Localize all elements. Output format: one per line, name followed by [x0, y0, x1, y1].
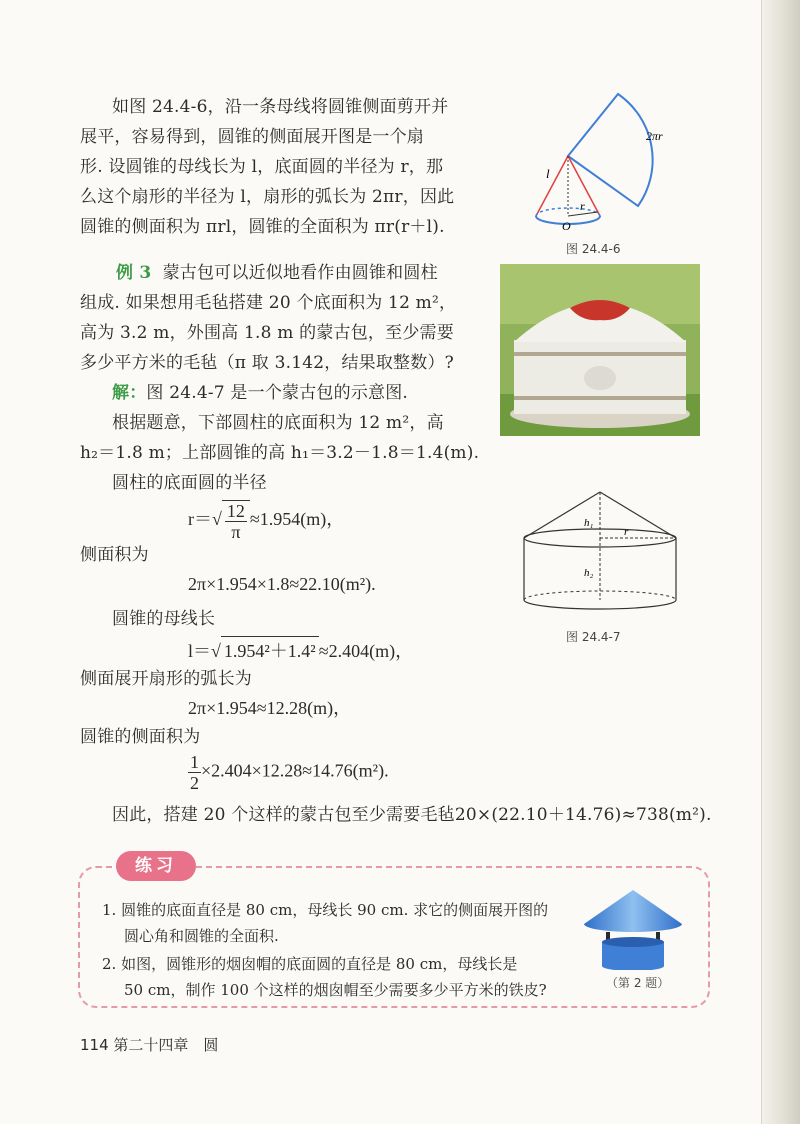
intro-line-2: 展平，容易得到，圆锥的侧面展开图是一个扇	[80, 127, 424, 147]
lateral-area-equation: 2π×1.954×1.8≈22.10(m²).	[188, 574, 376, 594]
solution-line-3: h₂＝1.8 m；上部圆锥的高 h₁＝3.2－1.8＝1.4(m).	[80, 443, 480, 463]
example-line-2: 组成. 如果想用毛毡搭建 20 个底面积为 12 m²，	[80, 293, 457, 313]
example-line-4: 多少平方米的毛毡（π 取 3.142，结果取整数）?	[80, 353, 454, 373]
practice-q2-line-1: 2. 如图，圆锥形的烟囱帽的底面圆的直径是 80 cm，母线长是	[102, 955, 518, 973]
half-fraction	[188, 752, 201, 793]
figure-24-4-6-caption: 图 24.4-6	[566, 242, 621, 256]
practice-figure-caption: （第 2 题）	[606, 976, 670, 990]
figure-yurt-schematic	[520, 488, 680, 618]
slant-eq-sqrt: 1.954²＋1.4²	[221, 636, 319, 663]
radius-equation: r＝√ $\frac{12}{\pi}$ ≈1.954(m)，	[188, 501, 345, 542]
slant-equation: l＝√ 1.954²＋1.4² ≈2.404(m)，	[188, 636, 413, 663]
radius-label: r	[580, 199, 585, 213]
intro-line-1: 如图 24.4-6，沿一条母线将圆锥侧面剪开并	[112, 97, 449, 117]
yurt-photo	[500, 264, 700, 436]
conclusion-line: 因此，搭建 20 个这样的蒙古包至少需要毛毡20×(22.10＋14.76)≈738(m²).	[112, 805, 712, 825]
solution-line-7: 侧面展开扇形的弧长为	[80, 669, 252, 689]
solution-line-2: 根据题意，下部圆柱的底面积为 12 m²，高	[112, 413, 444, 433]
h1-label: h₁	[584, 517, 594, 529]
book-spine-shadow	[761, 0, 800, 1124]
sector-shape	[568, 94, 653, 206]
example-line-3: 高为 3.2 m，外围高 1.8 m 的蒙古包，至少需要	[80, 323, 454, 343]
slant-label: l	[546, 166, 550, 181]
slant-eq-rhs: ≈2.404(m)，	[318, 641, 414, 661]
practice-q2-line-2: 50 cm，制作 100 个这样的烟囱帽至少需要多少平方米的铁皮?	[124, 981, 547, 999]
radius-eq-lhs: r＝	[188, 509, 212, 530]
figure-24-4-7-caption: 图 24.4-7	[566, 630, 621, 644]
solution-line-4: 圆柱的底面圆的半径	[112, 473, 267, 493]
practice-title: 练习	[116, 851, 196, 881]
figure-cone-sector	[520, 88, 690, 238]
solution-line-8: 圆锥的侧面积为	[80, 727, 201, 747]
intro-line-3: 形. 设圆锥的母线长为 l，底面圆的半径为 r，那	[80, 157, 444, 177]
intro-line-5: 圆锥的侧面积为 πrl，圆锥的全面积为 πr(r＋l).	[80, 217, 445, 237]
slant-eq-lhs: l＝	[188, 641, 212, 661]
chimney-cap-figure	[580, 886, 686, 970]
chapter-title: 第二十四章 圆	[113, 1036, 219, 1054]
h2-label: h₂	[584, 567, 594, 579]
intro-line-4: 么这个扇形的半径为 l，扇形的弧长为 2πr，因此	[80, 187, 455, 207]
practice-q1-line-2: 圆心角和圆锥的全面积.	[124, 927, 279, 945]
solution-text-1: 图 24.4-7 是一个蒙古包的示意图.	[146, 383, 409, 403]
solution-line-6: 圆锥的母线长	[112, 609, 216, 629]
solution-line-5: 侧面积为	[80, 545, 149, 565]
radius-fraction	[222, 500, 250, 542]
half-num: 1	[190, 752, 199, 772]
practice-q1-line-1: 1. 圆锥的底面直径是 80 cm，母线长 90 cm. 求它的侧面展开图的	[102, 901, 549, 919]
solution-label: 解：	[112, 383, 147, 403]
center-label: O	[562, 219, 571, 233]
half-den: 2	[190, 773, 199, 793]
radius-den: π	[231, 522, 241, 542]
radius-num: 12	[226, 501, 245, 521]
cone-area-equation	[188, 752, 389, 793]
cone-eq-rhs: ×2.404×12.28≈14.76(m²).	[201, 760, 389, 781]
example-label: 例 3	[116, 263, 152, 283]
example-line-1	[116, 258, 438, 288]
r-label: r	[624, 526, 629, 538]
arc-label: 2πr	[646, 129, 663, 143]
radius-eq-rhs: ≈1.954(m)，	[249, 509, 345, 530]
arc-length-equation: 2π×1.954≈12.28(m)，	[188, 698, 352, 718]
solution-line-1	[112, 378, 408, 408]
page-number: 114	[80, 1036, 109, 1054]
page-footer	[80, 1034, 218, 1055]
example-text-1: 蒙古包可以近似地看作由圆锥和圆柱	[162, 263, 438, 283]
